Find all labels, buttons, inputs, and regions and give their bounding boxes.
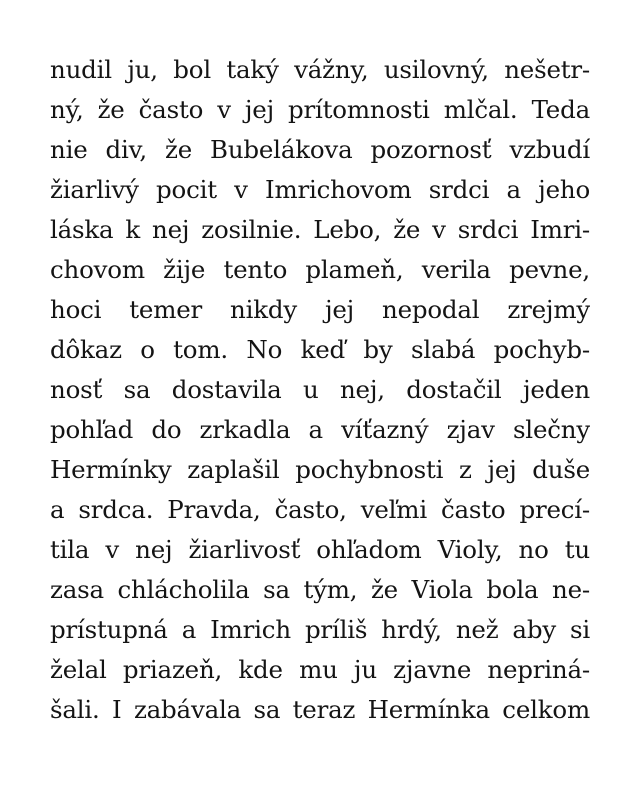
text-line: prístupná a Imrich príliš hrdý, než aby si bbox=[50, 615, 590, 644]
text-line: žiarlivý pocit v Imrichovom srdci a jeho bbox=[50, 175, 590, 204]
text-line: a srdca. Pravda, často, veľmi často precí- bbox=[50, 495, 590, 524]
text-line: nosť sa dostavila u nej, dostačil jeden bbox=[50, 375, 590, 404]
text-line: láska k nej zosilnie. Lebo, že v srdci Imri- bbox=[50, 215, 590, 244]
text-line: Hermínky zaplašil pochybnosti z jej duše bbox=[50, 455, 590, 484]
text-line: chovom žije tento plameň, verila pevne, bbox=[50, 255, 590, 284]
text-line: nudil ju, bol taký vážny, usilovný, nešetr- bbox=[50, 55, 590, 84]
text-line: zasa chlácholila sa tým, že Viola bola ne- bbox=[50, 575, 590, 604]
text-line: pohľad do zrkadla a víťazný zjav slečny bbox=[50, 415, 590, 444]
text-line: ný, že často v jej prítomnosti mlčal. Teda bbox=[50, 95, 590, 124]
text-line: hoci temer nikdy jej nepodal zrejmý bbox=[50, 295, 590, 324]
text-line: šali. I zabávala sa teraz Hermínka celkom bbox=[50, 695, 590, 724]
text-line: nie div, že Bubelákova pozornosť vzbudí bbox=[50, 135, 590, 164]
text-line: želal priazeň, kde mu ju zjavne nepriná- bbox=[50, 655, 590, 684]
text-line: dôkaz o tom. No keď by slabá pochyb- bbox=[50, 335, 590, 364]
text-line: tila v nej žiarlivosť ohľadom Violy, no tu bbox=[50, 535, 590, 564]
